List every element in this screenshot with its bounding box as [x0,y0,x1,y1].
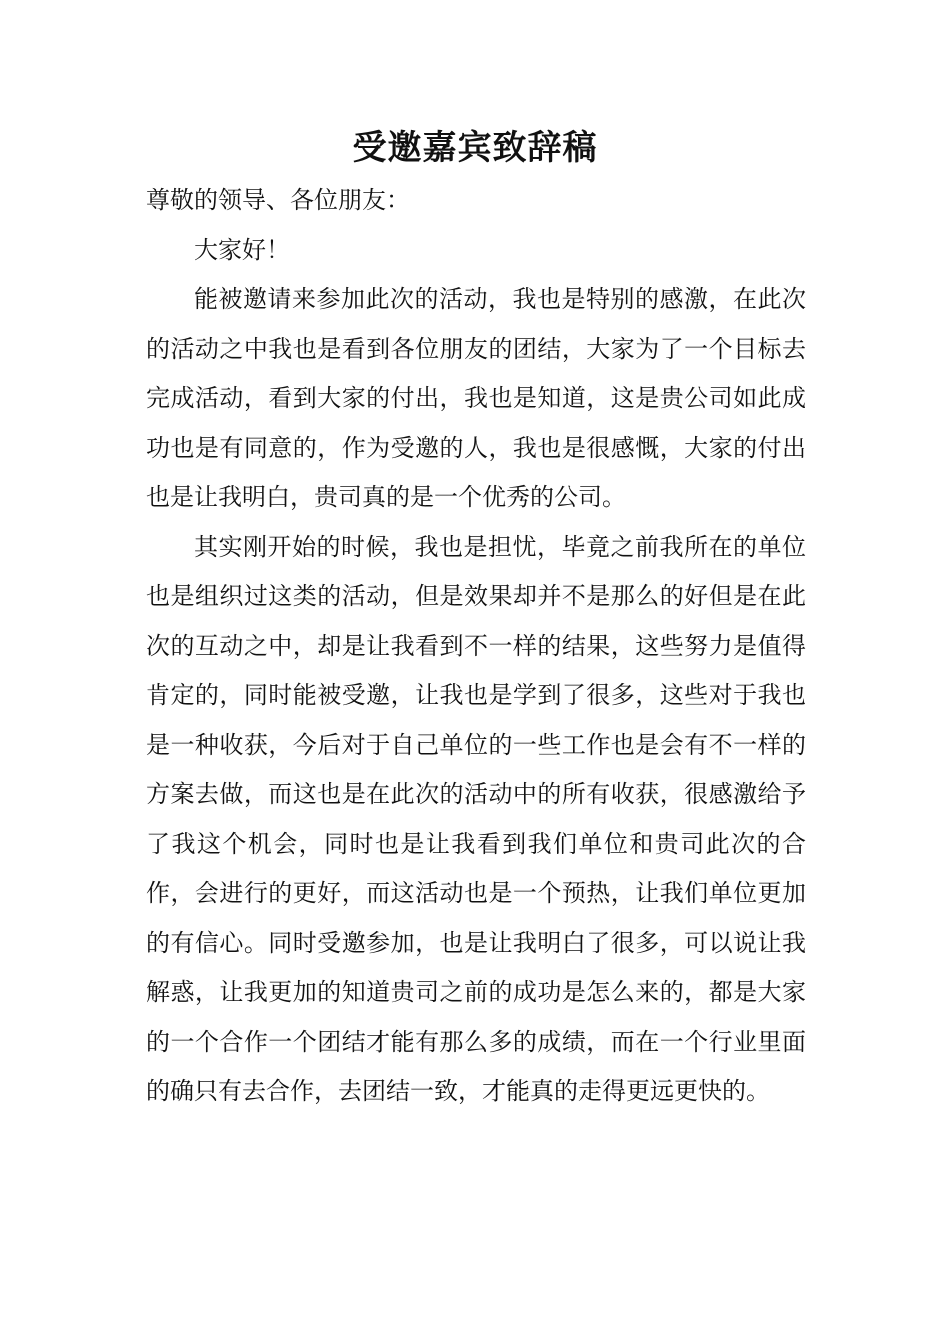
paragraph-2: 其实刚开始的时候，我也是担忧，毕竟之前我所在的单位也是组织过这类的活动，但是效果却并不是那么的好但是在此次的互动之中，却是让我看到不一样的结果，这些努力是值得肯定的，同时能被受邀，让我也是学到了很多，这些对于我也是一种收获，今后对于自己单位的一些工作也是会有不一样的方案去做，而这也是在此次的活动中的所有收获，很感激给予了我这个机会，同时也是让我看到我们单位和贵司此次的合作，会进行的更好，而这活动也是一个预热，让我们单位更加的有信心。同时受邀参加，也是让我明白了很多，可以说让我解惑，让我更加的知道贵司之前的成功是怎么来的，都是大家的一个合作一个团结才能有那么多的成绩，而在一个行业里面的确只有去合作，去团结一致，才能真的走得更远更快的。 [146,532,806,1105]
paragraph-1: 能被邀请来参加此次的活动，我也是特别的感激，在此次的活动之中我也是看到各位朋友的团结，大家为了一个目标去完成活动，看到大家的付出，我也是知道，这是贵公司如此成功也是有同意的，作为受邀的人，我也是很感慨，大家的付出也是让我明白，贵司真的是一个优秀的公司。 [146,285,806,511]
greeting: 大家好！ [194,235,290,264]
salutation: 尊敬的领导、各位朋友： [146,186,410,214]
document-body [146,176,806,1117]
document-title: 受邀嘉宾致辞稿 [352,128,598,168]
